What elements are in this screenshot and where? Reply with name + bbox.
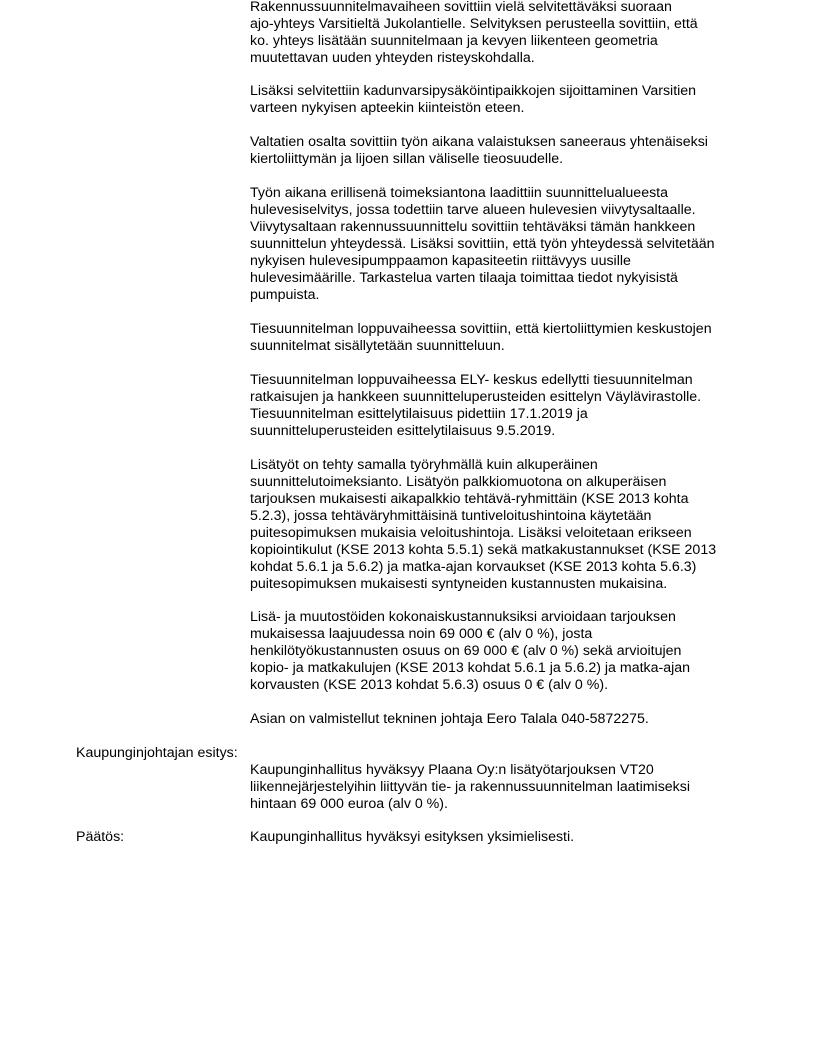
paragraph-stormwater: Työn aikana erillisenä toimeksiantona laadittiin suunnittelualueesta hulevesiselvitys, jossa todettiin tarve alueen hulevesien viivytysaltaalle. Viivytysaltaan rakennussuunnittelu sovittiin tehtäväksi tämän hankkeen suunnittelun yhteydessä. Lisäksi sovittiin, että työn yhteydessä selvitetään nykyisen hulevesipumppaamon kapasiteetin riittävyys uusille hulevesimäärille. Tarkastelua varten tilaaja toimittaa tiedot nykyisistä pumpuista. bbox=[250, 185, 715, 303]
proposal-label: Kaupunginjohtajan esitys: bbox=[76, 745, 238, 761]
paragraph-access-road: Rakennussuunnitelmavaiheen sovittiin vielä selvitettäväksi suoraan ajo-yhteys Varsitieltä Jukolantielle. Selvityksen perusteella sovittiin, että ko. yhteys lisätään suunnitelmaan ja kevyen liikenteen geometria muutettavan uuden yhteyden risteyskohdalla. bbox=[250, 0, 698, 66]
paragraph-total-costs: Lisä- ja muutostöiden kokonaiskustannuksiksi arvioidaan tarjouksen mukaisessa laajuudessa noin 69 000 € (alv 0 %), josta henkilötyökustannusten osuus on 69 000 € (alv 0 %) sekä arvioitujen kopio- ja matkakulujen (KSE 2013 kohdat 5.6.1 ja 5.6.2) ja matka-ajan korvausten (KSE 2013 kohdat 5.6.3) osuus 0 € (alv 0 %). bbox=[250, 609, 691, 693]
proposal-text: Kaupunginhallitus hyväksyy Plaana Oy:n lisätyötarjouksen VT20 liikennejärjestelyihin liittyvän tie- ja rakennussuunnitelman laatimiseksi hintaan 69 000 euroa (alv 0 %). bbox=[250, 762, 691, 812]
paragraph-street-parking: Lisäksi selvitettiin kadunvarsipysäköintipaikkojen sijoittaminen Varsitien varteen nykyisen apteekin kiinteistön eteen. bbox=[250, 83, 697, 116]
paragraph-roundabout-centers: Tiesuunnitelman loppuvaiheessa sovittiin, että kiertoliittymien keskustojen suunnitelmat sisällytetään suunnitteluun. bbox=[250, 321, 712, 354]
paragraph-ely-presentation: Tiesuunnitelman loppuvaiheessa ELY- keskus edellytti tiesuunnitelman ratkaisujen ja hankkeen suunnitteluperusteiden esittelyn Väylävirastolle. Tiesuunnitelman esittelytilaisuus pidettiin 17.1.2019 ja suunnitteluperusteiden esittelytilaisuus 9.5.2019. bbox=[250, 372, 702, 439]
decision-label: Päätös: bbox=[76, 829, 125, 845]
paragraph-prepared-by: Asian on valmistellut tekninen johtaja Eero Talala 040-5872275. bbox=[250, 711, 649, 727]
paragraph-fee-basis: Lisätyöt on tehty samalla työryhmällä kuin alkuperäinen suunnittelutoimeksianto. Lisätyön palkkiomuotona on alkuperäisen tarjouksen mukaisesti aikapalkkio tehtävä-ryhmittäin (KSE 2013 kohta 5.2.3), jossa tehtäväryhmittäisinä tuntiveloitushintoina käytetään puitesopimuksen mukaisia veloitushintoja. Lisäksi veloitetaan erikseen kopiointikulut (KSE 2013 kohta 5.5.1) sekä matkakustannukset (KSE 2013 kohdat 5.6.1 ja 5.6.2) ja matka-ajan korvaukset (KSE 2013 kohta 5.6.3) puitesopimuksen mukaisesti syntyneiden kustannusten mukaisina. bbox=[250, 457, 717, 592]
paragraph-lighting: Valtatien osalta sovittiin työn aikana valaistuksen saneeraus yhtenäiseksi kiertoliittymän ja lijoen sillan väliselle tieosuudelle. bbox=[250, 134, 708, 167]
decision-text: Kaupunginhallitus hyväksyi esityksen yksimielisesti. bbox=[250, 829, 575, 845]
